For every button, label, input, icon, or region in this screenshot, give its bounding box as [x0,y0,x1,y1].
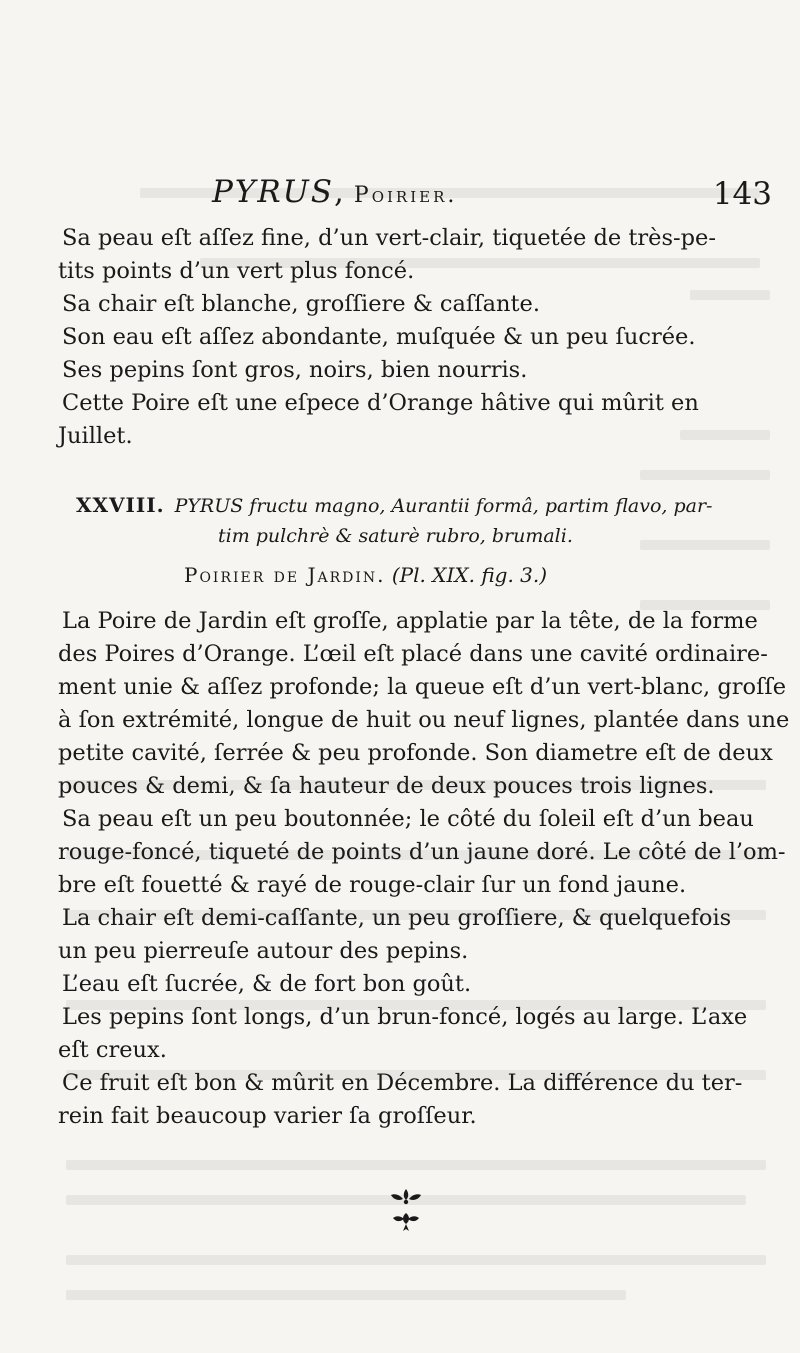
latin-name-part-2: tim pulchrè & saturè rubro, brumali. [218,525,573,547]
text-line: petite cavité, ſerrée & peu profonde. Son diametre eſt de deux [58,740,773,766]
plate-reference: (Pl. XIX. fig. 3.) [391,563,548,587]
text-line: Juillet. [58,423,133,449]
text-line: Sa peau eſt un peu boutonnée; le côté du ſoleil eſt d’un beau [62,806,754,832]
text-line: Sa chair eſt blanche, groſſiere & caſſante. [62,291,541,317]
entry-heading-line-1 [76,490,766,521]
entry-number: XXVIII. [76,493,165,517]
text-line: pouces & demi, & ſa hauteur de deux pouces trois lignes. [58,773,715,799]
paragraph-seeds [58,1001,762,1067]
entry-subtitle [76,559,766,591]
text-line: Ses pepins ſont gros, noirs, bien nourris. [62,357,528,383]
text-line: Son eau eſt aſſez abondante, muſquée & un peu ſucrée. [62,324,696,350]
text-line: Les pepins ſont longs, d’un brun-foncé, logés au large. L’axe [62,1004,748,1030]
text-line: La Poire de Jardin eſt groſſe, applatie par la tête, de la forme [62,608,758,634]
continued-description [58,222,762,453]
text-line: Cette Poire eſt une eſpece d’Orange hâtive qui mûrit en [62,390,699,416]
text-line: rouge-foncé, tiqueté de points d’un jaune doré. Le côté de l’om- [58,839,786,865]
paragraph-ripening [58,1067,762,1133]
text-line: rein fait beaucoup varier ſa groſſeur. [58,1103,477,1129]
entry-body [58,605,790,1133]
running-header [212,174,772,220]
paragraph-juice [62,968,762,1001]
text-line: tits points d’un vert plus foncé. [58,258,415,284]
text-line: eſt creux. [58,1037,167,1063]
fleuron-ornament-icon [381,1185,431,1235]
text-line: à ſon extrémité, longue de huit ou neuf lignes, plantée dans une [58,707,790,733]
running-header-title: Poirier. [353,183,458,208]
text-line: des Poires d’Orange. L’œil eſt placé dans une cavité ordinaire- [58,641,768,667]
header-comma: , [334,174,344,210]
running-header-genus: PYRUS [212,174,335,210]
text-line: Sa peau eſt aſſez fine, d’un vert-clair, tiquetée de très-pe- [62,225,716,251]
french-name: Poirier de Jardin. [184,563,386,587]
paragraph-flesh [58,902,762,968]
text-line: bre eſt fouetté & rayé de rouge-clair ſur un fond jaune. [58,872,687,898]
paragraph-description [58,605,790,803]
entry-heading [76,490,766,591]
text-line: La chair eſt demi-caſſante, un peu groſſiere, & quelquefois [62,905,732,931]
text-line: ment unie & aſſez profonde; la queue eſt d’un vert-blanc, groſſe [58,674,787,700]
text-line: L’eau eſt ſucrée, & de fort bon goût. [62,971,472,997]
paragraph-skin [58,803,786,902]
latin-name-part-1: PYRUS fructu magno, Aurantii formâ, partim flavo, par- [174,495,713,517]
page-number: 143 [712,176,772,212]
text-line: Ce fruit eſt bon & mûrit en Décembre. La différence du ter- [62,1070,743,1096]
text-line: un peu pierreuſe autour des pepins. [58,938,469,964]
